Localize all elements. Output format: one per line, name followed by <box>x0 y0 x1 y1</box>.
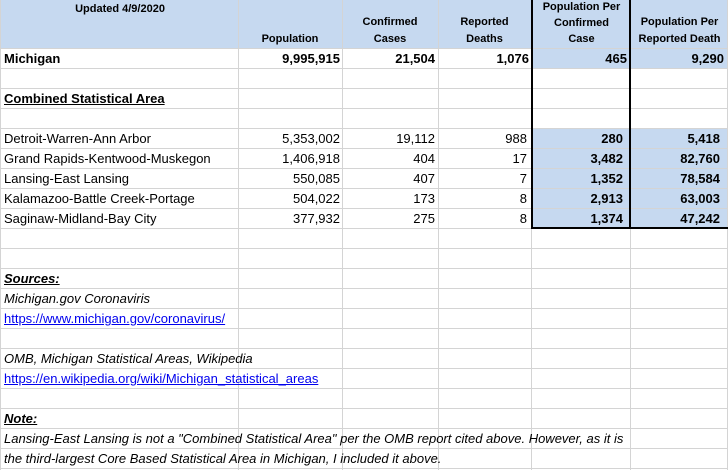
gridline <box>0 148 728 149</box>
row-per-case: 1,352 <box>590 171 623 186</box>
gridline <box>0 208 728 209</box>
state-per-case: 465 <box>605 51 627 66</box>
gridline <box>0 288 728 289</box>
state-population: 9,995,915 <box>282 51 340 66</box>
gridline <box>0 68 728 69</box>
row-population: 1,406,918 <box>282 151 340 166</box>
row-deaths: 17 <box>512 151 527 166</box>
gridline <box>0 468 728 469</box>
source2-name: OMB, Michigan Statistical Areas, Wikipedia <box>4 351 253 366</box>
gridline <box>0 448 728 449</box>
note-heading: Note: <box>4 411 38 426</box>
gridline <box>0 328 728 329</box>
row-name: Grand Rapids-Kentwood-Muskegon <box>4 151 211 166</box>
row-name: Saginaw-Midland-Bay City <box>4 211 157 226</box>
row-per-case: 3,482 <box>590 151 623 166</box>
gridline <box>438 0 439 470</box>
gridline <box>0 48 728 49</box>
gridline <box>0 308 728 309</box>
row-per-death: 63,003 <box>680 191 720 206</box>
row-deaths: 988 <box>505 131 527 146</box>
header-line: Population Per <box>542 1 621 13</box>
source1-link[interactable]: https://www.michigan.gov/coronavirus/ <box>4 311 226 326</box>
note-line-2: the third-largest Core Based Statistical Area in Michigan, I included it above. <box>4 451 442 466</box>
row-per-death: 82,760 <box>680 151 720 166</box>
row-cases: 173 <box>413 191 435 206</box>
row-cases: 407 <box>413 171 435 186</box>
gridline <box>238 0 239 470</box>
gridline <box>0 388 728 389</box>
gridline <box>0 128 728 129</box>
gridline <box>0 168 728 169</box>
row-per-death: 47,242 <box>680 211 720 226</box>
source2-link[interactable]: https://en.wikipedia.org/wiki/Michigan_statistical_areas <box>4 371 319 386</box>
gridline <box>0 108 728 109</box>
header-line: Confirmed <box>554 17 609 29</box>
header-line: Population Per <box>640 16 719 28</box>
gridline <box>0 428 728 429</box>
gridline <box>0 188 728 189</box>
header-line: Reported Death <box>638 33 721 45</box>
state-cases: 21,504 <box>395 51 435 66</box>
ratio-box-bottom <box>531 227 728 229</box>
row-population: 504,022 <box>293 191 340 206</box>
state-name: Michigan <box>4 51 61 66</box>
state-deaths: 1,076 <box>496 51 529 66</box>
header-line: Reported <box>460 16 509 28</box>
gridline <box>0 408 728 409</box>
header-line: Deaths <box>466 33 503 45</box>
row-deaths: 7 <box>519 171 527 186</box>
gridline <box>0 268 728 269</box>
gridline <box>342 0 343 470</box>
row-cases: 19,112 <box>396 131 435 146</box>
note-line-1: Lansing-East Lansing is not a "Combined Statistical Area" per the OMB report cited above. However, as it is <box>4 431 624 446</box>
gridline <box>0 368 728 369</box>
row-population: 5,353,002 <box>282 131 340 146</box>
row-population: 377,932 <box>293 211 340 226</box>
row-cases: 404 <box>413 151 435 166</box>
row-population: 550,085 <box>293 171 340 186</box>
header-line: Confirmed <box>362 16 418 28</box>
pop-per-case-header <box>533 0 630 46</box>
gridline <box>0 248 728 249</box>
updated-date: Updated 4/9/2020 <box>75 3 165 15</box>
reported-deaths-header <box>438 15 531 46</box>
population-header: Population <box>261 33 319 45</box>
gridline <box>0 88 728 89</box>
state-per-death: 9,290 <box>691 51 724 66</box>
gridline <box>0 348 728 349</box>
csa-heading: Combined Statistical Area <box>4 91 165 106</box>
row-per-case: 2,913 <box>590 191 623 206</box>
row-name: Detroit-Warren-Ann Arbor <box>4 131 151 146</box>
row-cases: 275 <box>413 211 435 226</box>
gridline <box>0 0 1 470</box>
row-name: Kalamazoo-Battle Creek-Portage <box>4 191 195 206</box>
source1-name: Michigan.gov Coronaviris <box>4 291 150 306</box>
row-per-case: 1,374 <box>590 211 623 226</box>
sources-heading: Sources: <box>4 271 60 286</box>
header-line: Case <box>568 33 595 45</box>
row-deaths: 8 <box>519 211 527 226</box>
confirmed-cases-header <box>342 15 438 46</box>
header-line: Cases <box>373 33 407 45</box>
row-per-death: 5,418 <box>687 131 720 146</box>
row-name: Lansing-East Lansing <box>4 171 130 186</box>
pop-per-death-header <box>631 15 728 46</box>
row-per-case: 280 <box>601 131 623 146</box>
row-per-death: 78,584 <box>680 171 720 186</box>
row-deaths: 8 <box>519 191 527 206</box>
